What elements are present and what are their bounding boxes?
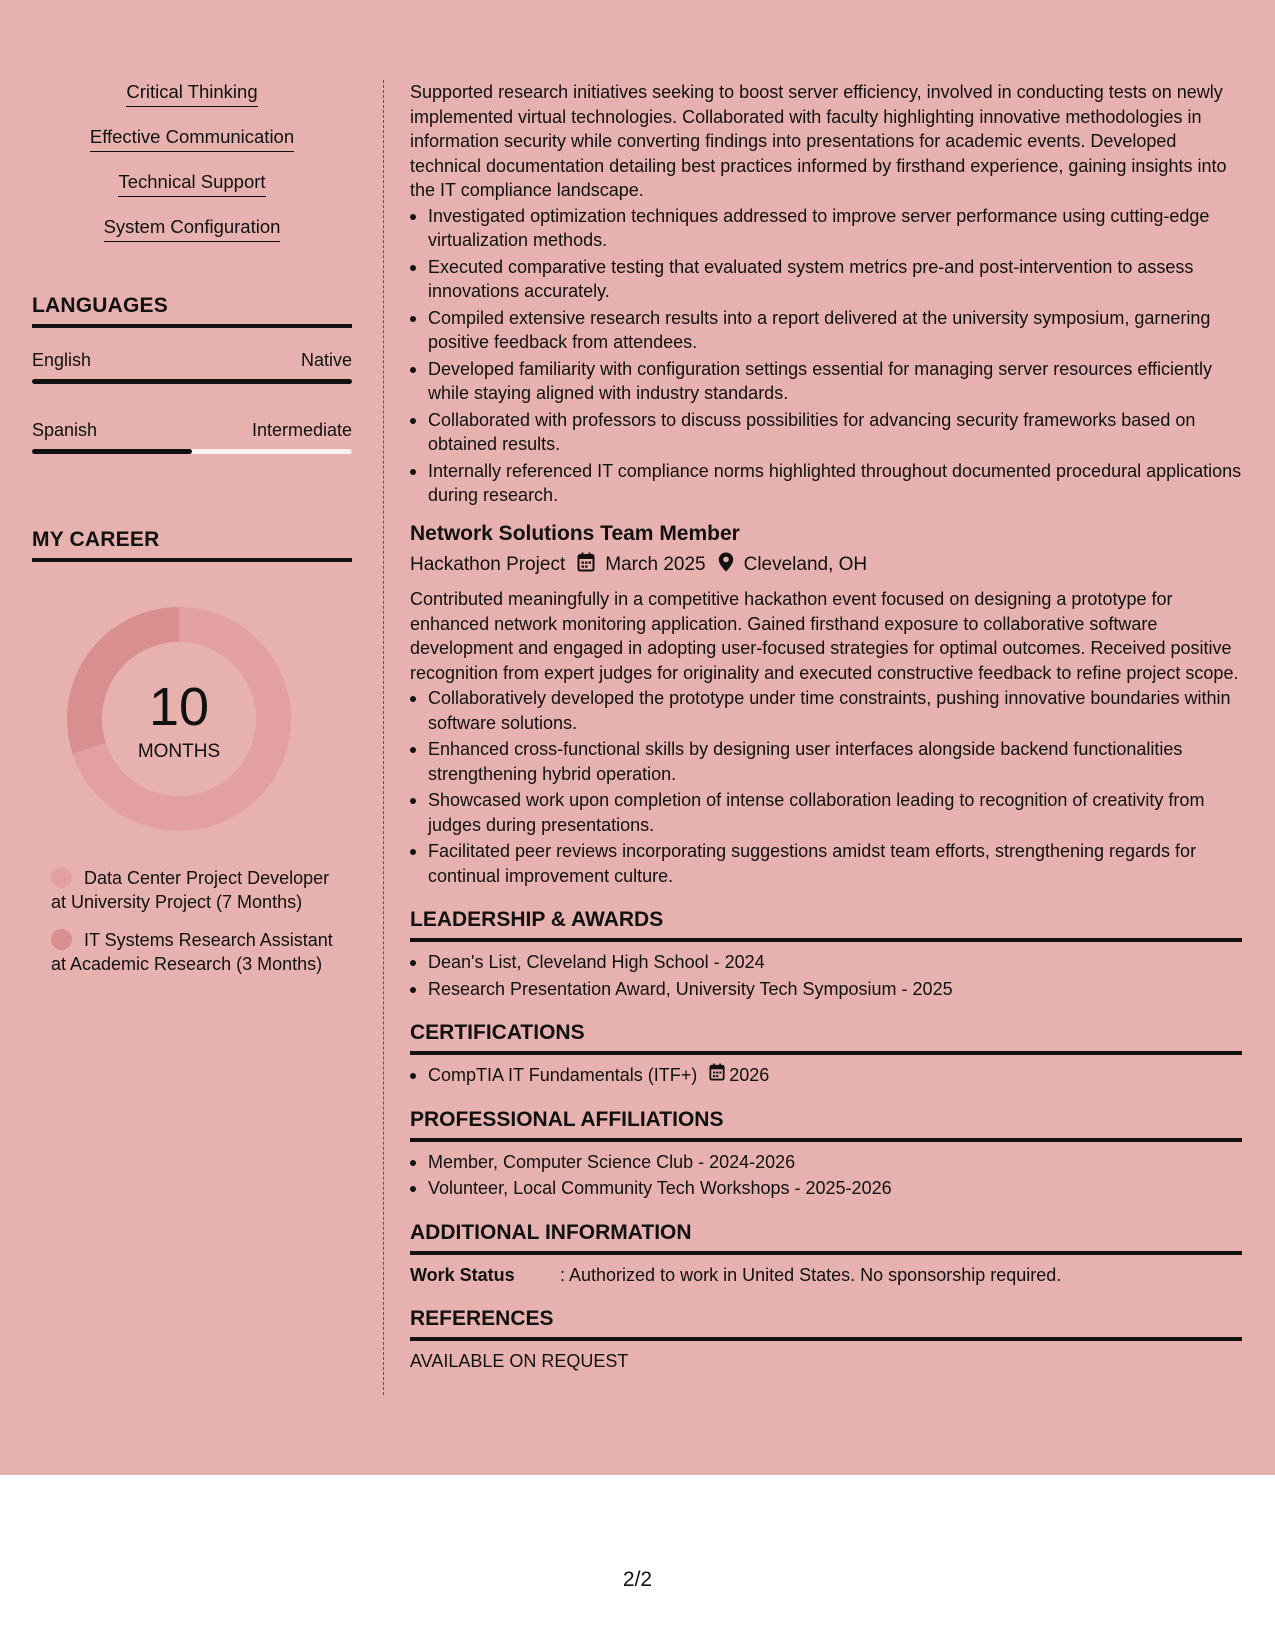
skills-list xyxy=(32,80,352,260)
affiliations-list xyxy=(410,1150,1242,1201)
language-proficiency-fill xyxy=(32,449,192,454)
page-number: 2/2 xyxy=(622,1568,653,1591)
language-row xyxy=(32,420,352,441)
references-text: AVAILABLE ON REQUEST xyxy=(410,1351,629,1371)
career-legend-item xyxy=(51,928,341,976)
certifications-heading: CERTIFICATIONS xyxy=(410,1019,1242,1055)
additional-info-heading: ADDITIONAL INFORMATION xyxy=(410,1219,1242,1255)
language-proficiency-fill xyxy=(32,379,352,384)
job-title: Network Solutions Team Member xyxy=(410,521,740,545)
list-item: Internally referenced IT compliance norms highlighted throughout documented procedural applications during research. xyxy=(410,459,1242,508)
career-donut-chart xyxy=(66,606,292,832)
calendar-icon xyxy=(709,1063,725,1088)
list-item: Showcased work upon completion of intense collaboration leading to recognition of creativity from judges during presentations. xyxy=(410,788,1242,837)
language-name: Spanish xyxy=(32,420,98,440)
career-legend-text: Data Center Project Developer at University Project (7 Months) xyxy=(51,868,330,912)
location-pin-icon xyxy=(718,552,734,580)
list-item: Developed familiarity with configuration settings essential for managing server resources efficiently while staying aligned with industry standards. xyxy=(410,357,1242,406)
list-item: Collaboratively developed the prototype under time constraints, pushing innovative boundaries within software solutions. xyxy=(410,686,1242,735)
list-item: Collaborated with professors to discuss possibilities for advancing security frameworks based on obtained results. xyxy=(410,408,1242,457)
job-meta xyxy=(410,552,1242,580)
skill-item: Technical Support xyxy=(118,170,265,197)
certifications-list xyxy=(410,1063,1242,1088)
list-item: Facilitated peer reviews incorporating suggestions amidst team efforts, strengthening regards for continual improvement culture. xyxy=(410,839,1242,888)
job-date: March 2025 xyxy=(605,554,706,575)
left-column xyxy=(32,80,352,990)
job-location: Cleveland, OH xyxy=(743,554,868,575)
column-divider xyxy=(383,80,384,1395)
certification-name: CompTIA IT Fundamentals (ITF+) xyxy=(428,1065,698,1085)
leadership-list xyxy=(410,950,1242,1001)
career-legend-text: IT Systems Research Assistant at Academic Research (3 Months) xyxy=(51,930,333,974)
network-summary: Contributed meaningfully in a competitive hackathon event focused on designing a prototype for enhanced network monitoring application. Gained firsthand exposure to collaborative software development and engaged in adopting user-focused strategies for optimal outcomes. Received positive recognition from expert judges for originality and executed constructive feedback to refine project scope. xyxy=(410,589,1239,683)
list-item: Dean's List, Cleveland High School - 2024 xyxy=(410,950,1242,975)
language-level: Intermediate xyxy=(251,420,352,440)
list-item: Investigated optimization techniques addressed to improve server performance using cutting-edge virtualization methods. xyxy=(410,204,1242,253)
list-item: Volunteer, Local Community Tech Workshops - 2025-2026 xyxy=(410,1176,1242,1201)
affiliations-heading: PROFESSIONAL AFFILIATIONS xyxy=(410,1106,1242,1142)
languages-heading: LANGUAGES xyxy=(32,294,352,328)
leadership-heading: LEADERSHIP & AWARDS xyxy=(410,906,1242,942)
language-row xyxy=(32,350,352,371)
list-item: Executed comparative testing that evaluated system metrics pre-and post-intervention to assess innovations accurately. xyxy=(410,255,1242,304)
language-proficiency-bar xyxy=(32,379,352,384)
language-level: Native xyxy=(300,350,352,370)
certification-year: 2026 xyxy=(729,1065,770,1085)
skill-item: Effective Communication xyxy=(90,125,294,152)
work-status-label: Work Status xyxy=(410,1264,515,1285)
legend-dot-icon xyxy=(51,929,72,950)
research-bullets xyxy=(410,204,1242,508)
career-total: 10 xyxy=(148,677,210,737)
career-legend-item xyxy=(51,866,341,914)
network-bullets xyxy=(410,686,1242,888)
research-summary: Supported research initiatives seeking to boost server efficiency, involved in conducting tests on newly implemented virtual technologies. Collaborated with faculty highlighting innovative methodologies in information security while converting findings into presentations for academic events. Developed technical documentation detailing best practices informed by firsthand experience, gaining insights into the IT compliance landscape. xyxy=(410,82,1227,200)
references-heading: REFERENCES xyxy=(410,1305,1242,1341)
list-item: Enhanced cross-functional skills by designing user interfaces alongside backend functionalities strengthening hybrid operation. xyxy=(410,737,1242,786)
legend-dot-icon xyxy=(51,867,72,888)
language-name: English xyxy=(32,350,92,370)
career-heading: MY CAREER xyxy=(32,528,352,562)
language-proficiency-bar xyxy=(32,449,352,454)
work-status-row xyxy=(410,1263,1242,1288)
skill-item: Critical Thinking xyxy=(126,80,257,107)
right-column xyxy=(410,80,1242,1374)
calendar-icon xyxy=(577,552,595,580)
career-legend xyxy=(51,866,341,976)
work-status-value: : Authorized to work in United States. No sponsorship required. xyxy=(560,1264,1062,1285)
skill-item: System Configuration xyxy=(104,215,281,242)
career-unit: MONTHS xyxy=(137,741,221,762)
list-item: Member, Computer Science Club - 2024-2026 xyxy=(410,1150,1242,1175)
list-item: Research Presentation Award, University Tech Symposium - 2025 xyxy=(410,977,1242,1002)
list-item xyxy=(410,1063,1242,1088)
job-org: Hackathon Project xyxy=(410,554,566,575)
list-item: Compiled extensive research results into a report delivered at the university symposium, garnering positive feedback from attendees. xyxy=(410,306,1242,355)
